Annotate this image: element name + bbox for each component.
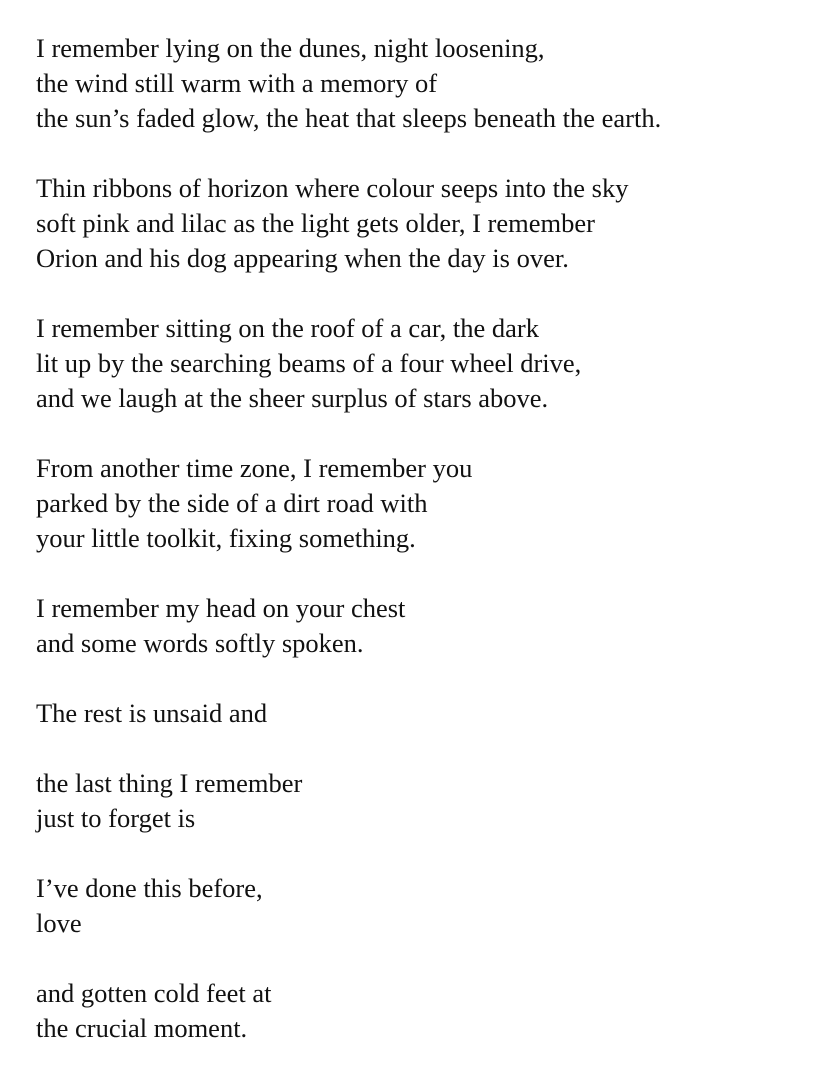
poem-line: I’ve done this before, <box>36 873 263 903</box>
poem-line: soft pink and lilac as the light gets older, I remember <box>36 208 595 238</box>
stanza-8 <box>36 871 816 941</box>
poem-line: love <box>36 908 82 938</box>
stanza-4 <box>36 451 816 556</box>
poem-line: the sun’s faded glow, the heat that sleeps beneath the earth. <box>36 103 662 133</box>
poem-body <box>36 31 816 1081</box>
stanza-6 <box>36 696 816 731</box>
poem-line: lit up by the searching beams of a four wheel drive, <box>36 348 582 378</box>
poem-line: Orion and his dog appearing when the day is over. <box>36 243 569 273</box>
poem-line: I remember sitting on the roof of a car, the dark <box>36 313 539 343</box>
poem-line: just to forget is <box>36 803 196 833</box>
poem-line: I remember my head on your chest <box>36 593 406 623</box>
poem-line: parked by the side of a dirt road with <box>36 488 428 518</box>
poem-line: From another time zone, I remember you <box>36 453 473 483</box>
stanza-2 <box>36 171 816 276</box>
stanza-1 <box>36 31 816 136</box>
poem-line: the wind still warm with a memory of <box>36 68 438 98</box>
poem-line: and we laugh at the sheer surplus of stars above. <box>36 383 549 413</box>
poem-line: your little toolkit, fixing something. <box>36 523 416 553</box>
poem-line: The rest is unsaid and <box>36 698 268 728</box>
stanza-5 <box>36 591 816 661</box>
poem-line: the last thing I remember <box>36 768 303 798</box>
stanza-9 <box>36 976 816 1046</box>
stanza-3 <box>36 311 816 416</box>
poem-line: Thin ribbons of horizon where colour seeps into the sky <box>36 173 629 203</box>
poem-line: the crucial moment. <box>36 1013 248 1043</box>
poem-line: and some words softly spoken. <box>36 628 364 658</box>
poem-line: and gotten cold feet at <box>36 978 272 1008</box>
stanza-7 <box>36 766 816 836</box>
poem-line: I remember lying on the dunes, night loosening, <box>36 33 545 63</box>
